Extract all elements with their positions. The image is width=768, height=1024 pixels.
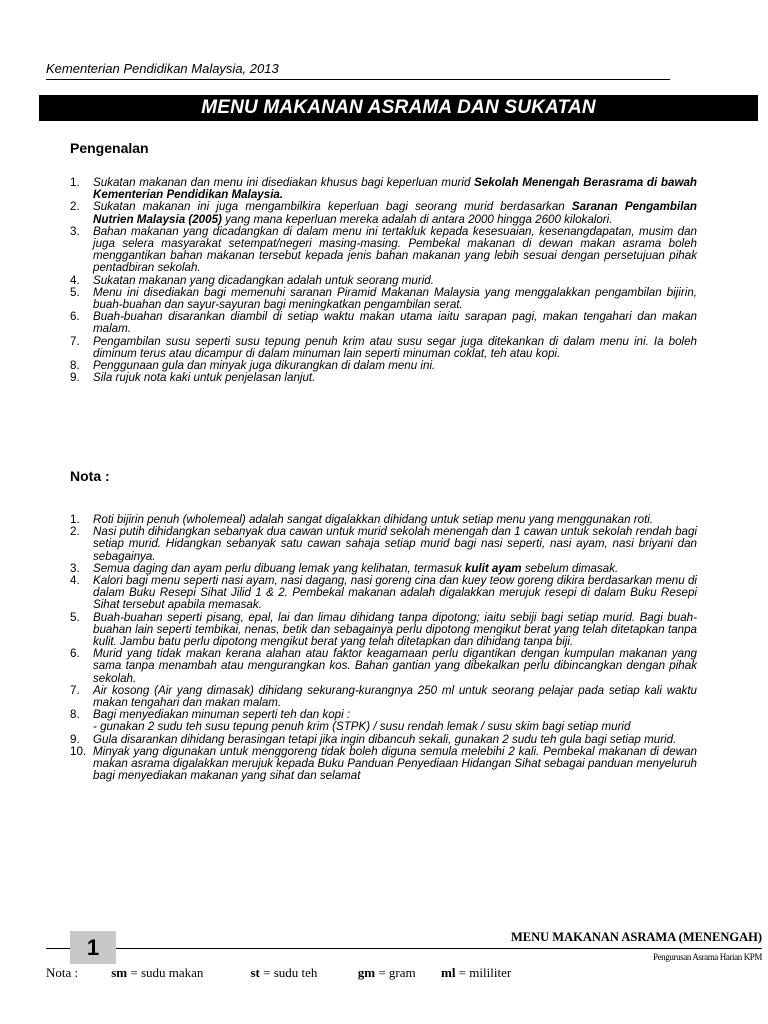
list-item-text: yang mana keperluan mereka adalah di antara 2000 hingga 2600 kilokalori. [221, 212, 613, 226]
footer-subtitle: Pengurusan Asrama Harian KPM [652, 952, 762, 962]
list-item-emphasis: Saranan Pengambilan Nutrien Malaysia (2005) [93, 200, 697, 226]
list-item-number: 4. [70, 574, 80, 588]
list-item [70, 746, 697, 783]
list-item [70, 709, 697, 733]
list-item [70, 226, 697, 275]
pengenalan-heading: Pengenalan [70, 140, 149, 156]
list-item-number: 6. [70, 310, 80, 324]
list-item-text: Minyak yang digunakan untuk menggoreng tidak boleh diguna semula melebihi 2 kali. Pembekal makanan di dewan makan asrama digalakkan merujuk kepada Buku Panduan Penyediaan Hidangan Sihat sebagai panduan menyeluruh bagi menyediakan makanan yang sihat dan selamat [93, 744, 697, 783]
list-item-text: Kalori bagi menu seperti nasi ayam, nasi dagang, nasi goreng cina dan kuey teow goreng dikira berdasarkan menu di dalam Buku Resepi Sihat Jilid 1 & 2. Pembekal makanan adalah digalakkan merujuk resepi di dalam Buku Resepi Sihat tersebut apabila memasak. [93, 574, 697, 612]
nota-list [70, 514, 697, 782]
list-item [70, 685, 697, 709]
legend-meaning: = sudu teh [263, 965, 318, 980]
list-item-number: 3. [70, 561, 80, 575]
list-item-number: 9. [70, 732, 80, 746]
legend-abbr: st [250, 965, 260, 980]
list-item-text: Air kosong (Air yang dimasak) dihidang sekurang-kurangnya 250 ml untuk seorang pelajar pada setiap kali waktu makan tengahari dan makan malam. [93, 683, 697, 710]
list-item-number: 4. [70, 273, 80, 287]
list-item [70, 336, 697, 360]
unit-legend [46, 965, 511, 981]
nota-heading: Nota : [70, 468, 110, 484]
legend-label: Nota : [46, 965, 79, 980]
list-item-text: Roti bijirin penuh (wholemeal) adalah sangat digalakkan dihidang untuk setiap menu yang menggunakan roti. [93, 513, 654, 526]
list-item [70, 372, 697, 384]
list-item-emphasis: Sekolah Menengah Berasrama di bawah Kementerian Pendidikan Malaysia. [93, 176, 697, 202]
list-item-number: 7. [70, 334, 80, 348]
list-item-number: 1. [70, 513, 80, 526]
legend-item-st [251, 965, 355, 981]
list-item-text: Murid yang tidak makan kerana alahan atau faktor keagamaan perlu digantikan dengan kumpulan makanan yang sama tanpa menambah atau mengurangkan kos. Bahan gantian yang dibekalkan perlu dibincangkan dengan pihak sekolah. [93, 647, 697, 685]
list-item-number: 9. [70, 371, 80, 385]
list-item-number: 5. [70, 610, 80, 624]
list-item [70, 201, 697, 225]
header-rule [46, 79, 670, 80]
list-item [70, 575, 697, 612]
footer-rule [46, 948, 762, 949]
list-item [70, 648, 697, 685]
list-item-number: 1. [70, 176, 80, 189]
legend-item-sm [111, 965, 247, 981]
list-item-text: Gula disarankan dihidang berasingan tetapi jika ingin dibancuh sekali, gunakan 2 sudu teh gula bagi setiap murid. [93, 732, 677, 746]
list-item-text: Penggunaan gula dan minyak juga dikurangkan di dalam menu ini. [93, 359, 436, 373]
header-org-year: Kementerian Pendidikan Malaysia, 2013 [46, 61, 279, 76]
list-item-text: Sila rujuk nota kaki untuk penjelasan lanjut. [93, 371, 316, 385]
list-item-number: 2. [70, 200, 80, 214]
list-item-subline: - gunakan 2 sudu teh susu tepung penuh krim (STPK) / susu rendah lemak / susu skim bagi setiap murid [93, 720, 631, 734]
list-item-number: 7. [70, 683, 80, 697]
list-item [70, 526, 697, 563]
pengenalan-list [70, 177, 697, 384]
list-item [70, 311, 697, 335]
page-title: MENU MAKANAN ASRAMA DAN SUKATAN [39, 95, 758, 121]
list-item-number: 8. [70, 359, 80, 373]
list-item-text: Bahan makanan yang dicadangkan di dalam menu ini tertakluk kepada kesesuaian, kesenangdapatan, musim dan juga selera masyarakat setempat/negeri masing-masing. Pembekal makanan di dewan makan asrama boleh menggantikan bahan makanan tersebut kepada jenis bahan makanan yang lebih sesuai dengan persetujuan pihak pentadbiran sekolah. [93, 224, 697, 275]
list-item-text: Buah-buahan seperti pisang, epal, lai dan limau dihidang tanpa dipotong; iaitu sebiji bagi setiap murid. Bagi buah-buahan lain seperti tembikai, nenas, betik dan sebagainya perlu dipotong mengikut berat yang telah ditetapkan tanpa kulit. Jambu batu perlu dipotong mengikut berat yang telah ditetapkan dan dihidang tanpa biji. [93, 610, 697, 649]
list-item-number: 3. [70, 224, 80, 238]
list-item-text: Sukatan makanan ini juga mengambilkira keperluan bagi seorang murid berdasarkan [93, 200, 572, 214]
list-item-text: Menu ini disediakan bagi memenuhi saranan Piramid Makanan Malaysia yang menggalakkan pengambilan bijirin, buah-buahan dan sayur-sayuran bagi meningkatkan pengambilan serat. [93, 285, 697, 312]
legend-item-ml [441, 965, 511, 981]
page-number: 1 [70, 931, 116, 964]
legend-meaning: = gram [378, 965, 416, 980]
legend-meaning: = mililiter [458, 965, 512, 980]
list-item-text: Buah-buahan disarankan diambil di setiap waktu makan utama iaitu sarapan pagi, makan tengahari dan makan malam. [93, 310, 697, 336]
list-item-text: Nasi putih dihidangkan sebanyak dua cawan untuk murid sekolah menengah dan 1 cawan untuk sekolah rendah bagi setiap murid. Hidangkan sebanyak satu cawan sahaja setiap murid bagi nasi seperti, nasi ayam, nasi briyani dan sebagainya. [93, 525, 697, 563]
list-item [70, 612, 697, 649]
list-item-text: Sukatan makanan dan menu ini disediakan khusus bagi keperluan murid [93, 176, 475, 189]
list-item-number: 2. [70, 525, 80, 539]
list-item-text: Semua daging dan ayam perlu dibuang lemak yang kelihatan, termasuk [93, 561, 465, 575]
list-item [70, 287, 697, 311]
list-item-number: 8. [70, 708, 80, 722]
list-item-number: 6. [70, 647, 80, 661]
list-item-text: sebelum dimasak. [521, 561, 619, 575]
list-item-number: 10. [70, 744, 87, 758]
legend-meaning: = sudu makan [130, 965, 204, 980]
list-item-text: Pengambilan susu seperti susu tepung penuh krim atau susu segar juga ditekankan di dalam menu ini. Ia boleh diminum terus atau dicampur di dalam minuman lain seperti minuman coklat, teh atau kopi. [93, 334, 697, 360]
list-item [70, 177, 697, 201]
legend-abbr: sm [111, 965, 128, 980]
list-item-text: Sukatan makanan yang dicadangkan adalah untuk seorang murid. [93, 273, 434, 287]
legend-item-gm [358, 965, 438, 981]
list-item-emphasis: kulit ayam [464, 561, 522, 575]
legend-abbr: ml [441, 965, 456, 980]
footer-title: MENU MAKANAN ASRAMA (MENENGAH) [510, 930, 762, 944]
list-item-number: 5. [70, 285, 80, 299]
legend-abbr: gm [357, 965, 376, 980]
list-item-text: Bagi menyediakan minuman seperti teh dan kopi : [93, 708, 351, 722]
